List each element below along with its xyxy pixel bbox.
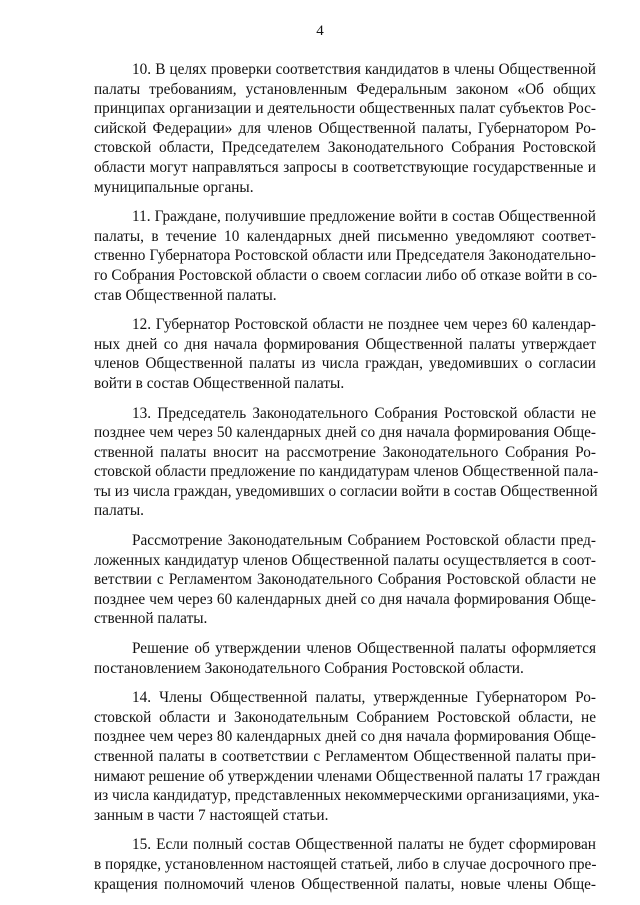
paragraph-line: стовской области предложение по кандидатурам членов Общественной пала- <box>94 463 599 481</box>
paragraph-line: занным в части 7 настоящей статьи. <box>94 806 329 824</box>
paragraph-line: 12. Губернатор Ростовской области не позднее чем через 60 календар- <box>132 316 596 334</box>
paragraph-line: ных дней со дня начала формирования Общественной палаты утверждает <box>94 335 596 353</box>
paragraph-line: в порядке, установленном настоящей статьей, либо в случае досрочного пре- <box>94 855 597 873</box>
paragraph-line: нимают решение об утверждении членами Общественной палаты 17 граждан <box>94 767 601 785</box>
paragraph-line: позднее чем через 60 календарных дней со дня начала формирования Обще- <box>94 590 596 608</box>
paragraph-line: Решение об утверждении членов Общественной палаты оформляется <box>132 640 596 658</box>
paragraph-line: 11. Граждане, получившие предложение войти в состав Общественной <box>132 208 596 226</box>
document-body <box>94 60 601 904</box>
paragraph-line: Рассмотрение Законодательным Собранием Ростовской области пред- <box>132 532 596 550</box>
paragraph <box>94 315 596 393</box>
paragraph-line: став Общественной палаты. <box>94 286 277 304</box>
paragraph-line: ственно Губернатора Ростовской области или Председателя Законодательно- <box>94 247 596 265</box>
paragraph-line: постановлением Законодательного Собрания Ростовской области. <box>94 659 524 677</box>
paragraph-line: членов Общественной палаты из числа граждан, уведомивших о согласии <box>94 355 596 373</box>
paragraph-line: муниципальные органы. <box>94 178 254 196</box>
paragraph-line: 14. Члены Общественной палаты, утвержденные Губернатором Ро- <box>132 689 596 707</box>
paragraph-line: палаты требованиям, установленным Федеральным законом «Об общих <box>94 80 596 98</box>
paragraph <box>94 404 599 522</box>
paragraph-line: ственной палаты. <box>94 610 208 628</box>
paragraph-line: войти в состав Общественной палаты. <box>94 374 345 392</box>
paragraph-line: ветствии с Регламентом Законодательного Собрания Ростовской области не <box>94 571 596 589</box>
paragraph-line: 15. Если полный состав Общественной палаты не будет сформирован <box>132 836 596 854</box>
paragraph-line: области могут направляться запросы в соответствующие государственные и <box>94 158 596 176</box>
paragraph-line: ты из числа граждан, уведомивших о согласии войти в состав Общественной <box>94 482 598 500</box>
paragraph-line: стовской области и Законодательным Собранием Ростовской области, не <box>94 708 596 726</box>
paragraph-line: ственной палаты в соответствии с Регламентом Общественной палаты при- <box>94 748 596 765</box>
paragraph-line: сийской Федерации» для членов Общественной палаты, Губернатором Ро- <box>94 119 596 137</box>
paragraph-line: палаты. <box>94 502 144 520</box>
paragraph-line: го Собрания Ростовской области о своем согласии либо об отказе войти в со- <box>94 266 598 284</box>
paragraph <box>94 531 596 629</box>
paragraph-line: ложенных кандидатур членов Общественной палаты осуществляется в соот- <box>94 551 596 569</box>
paragraph <box>94 835 596 894</box>
paragraph-line: ственной палаты вносит на рассмотрение Законодательного Собрания Ро- <box>94 443 596 461</box>
paragraph <box>94 639 596 678</box>
paragraph-line: 10. В целях проверки соответствия кандидатов в члены Общественной <box>132 61 596 78</box>
paragraph-line: кращения полномочий членов Общественной палаты, новые члены Обще- <box>94 875 596 893</box>
paragraph-line: позднее чем через 80 календарных дней со дня начала формирования Обще- <box>94 728 596 746</box>
paragraph-line: из числа кандидатур, представленных некоммерческими организациями, ука- <box>94 787 600 805</box>
paragraph <box>94 60 596 197</box>
paragraph <box>94 688 601 825</box>
paragraph-line: 13. Председатель Законодательного Собрания Ростовской области не <box>132 404 596 422</box>
paragraph-line: стовской области, Председателем Законодательного Собрания Ростовской <box>94 139 596 157</box>
paragraph-line: палаты, в течение 10 календарных дней письменно уведомляют соответ- <box>94 227 596 245</box>
paragraph-line: позднее чем через 50 календарных дней со дня начала формирования Обще- <box>94 424 596 442</box>
paragraph <box>94 207 596 305</box>
page-number: 4 <box>316 23 324 39</box>
paragraph-line: принципах организации и деятельности общественных палат субъектов Рос- <box>94 100 596 118</box>
